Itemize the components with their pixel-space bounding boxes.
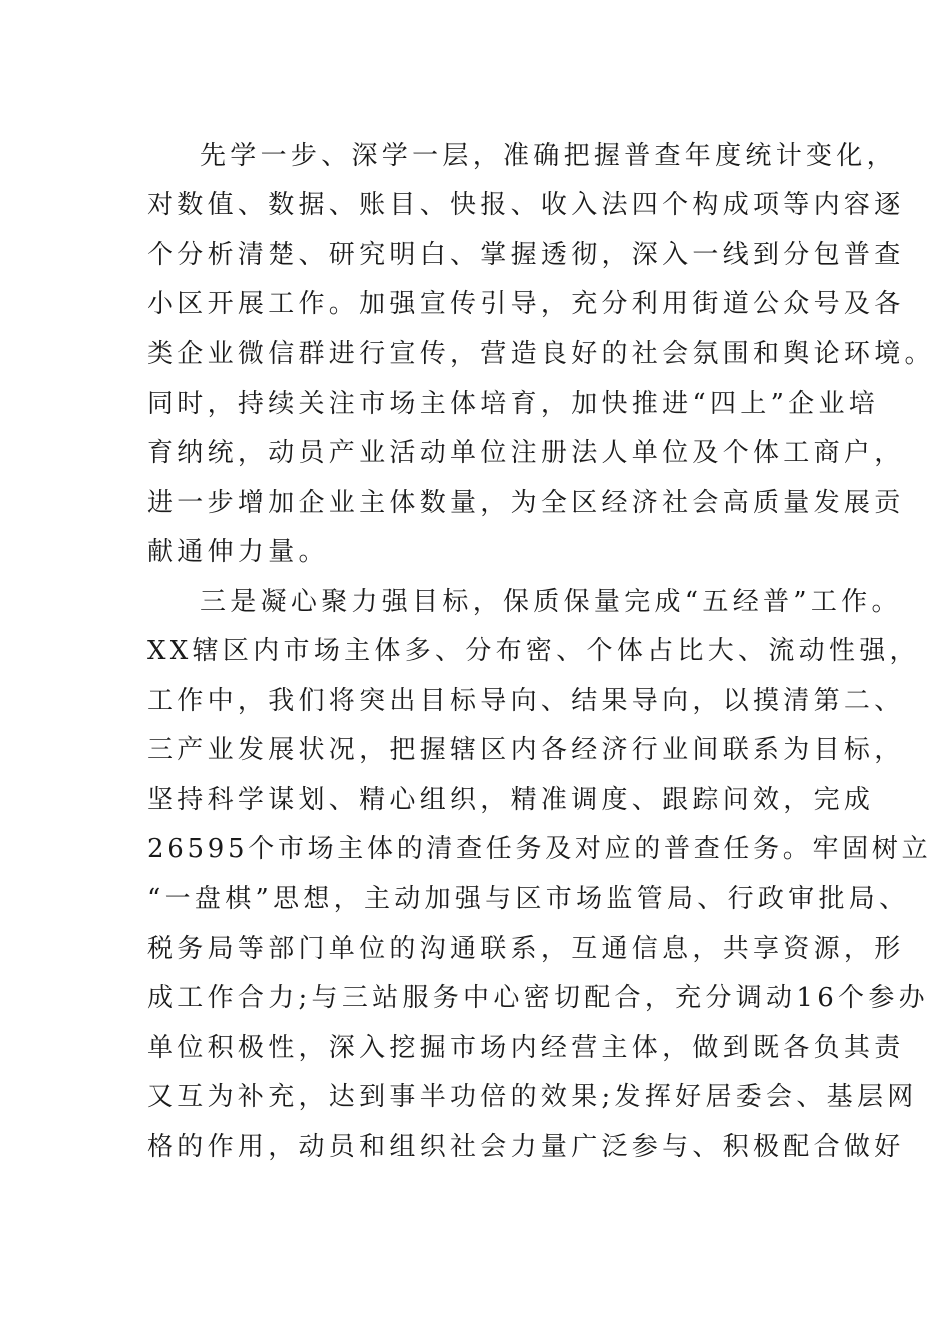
p1-line-2: 对数值、数据、账目、快报、收入法四个构成项等内容逐 [147, 190, 905, 220]
p2-line-7: “一盘棋”思想，主动加强与区市场监管局、行政审批局、 [147, 884, 910, 914]
p2-line-12: 格的作用，动员和组织社会力量广泛参与、积极配合做好 [147, 1132, 905, 1162]
p2-line-6: 26595个市场主体的清查任务及对应的普查任务。牢固树立 [147, 834, 932, 864]
p2-line-4: 三产业发展状况，把握辖区内各经济行业间联系为目标， [147, 735, 905, 765]
p2-line-10: 单位积极性，深入挖掘市场内经营主体，做到既各负其责 [147, 1033, 905, 1063]
p2-line-11: 又互为补充，达到事半功倍的效果;发挥好居委会、基层网 [147, 1082, 918, 1112]
p2-line-8: 税务局等部门单位的沟通联系，互通信息，共享资源，形 [147, 934, 905, 964]
p2-line-1: 三是凝心聚力强目标，保质保量完成“五经普”工作。 [200, 587, 902, 617]
p1-line-6: 同时，持续关注市场主体培育，加快推进“四上”企业培 [147, 389, 880, 419]
p2-line-5: 坚持科学谋划、精心组织，精准调度、跟踪问效，完成 [147, 785, 875, 815]
p2-line-3: 工作中，我们将突出目标导向、结果导向，以摸清第二、 [147, 686, 905, 716]
p1-line-9: 献通伸力量。 [147, 537, 329, 567]
p1-line-3: 个分析清楚、研究明白、掌握透彻，深入一线到分包普查 [147, 240, 905, 270]
p1-line-1: 先学一步、深学一层，准确把握普查年度统计变化， [200, 141, 897, 171]
p2-line-2: XX辖区内市场主体多、分布密、个体占比大、流动性强， [147, 636, 920, 666]
p1-line-7: 育纳统，动员产业活动单位注册法人单位及个体工商户， [147, 438, 905, 468]
p1-line-4: 小区开展工作。加强宣传引导，充分利用街道公众号及各 [147, 289, 905, 319]
p1-line-5: 类企业微信群进行宣传，营造良好的社会氛围和舆论环境。 [147, 339, 935, 369]
p2-line-9: 成工作合力;与三站服务中心密切配合，充分调动16个参办 [147, 983, 929, 1013]
p1-line-8: 进一步增加企业主体数量，为全区经济社会高质量发展贡 [147, 488, 905, 518]
